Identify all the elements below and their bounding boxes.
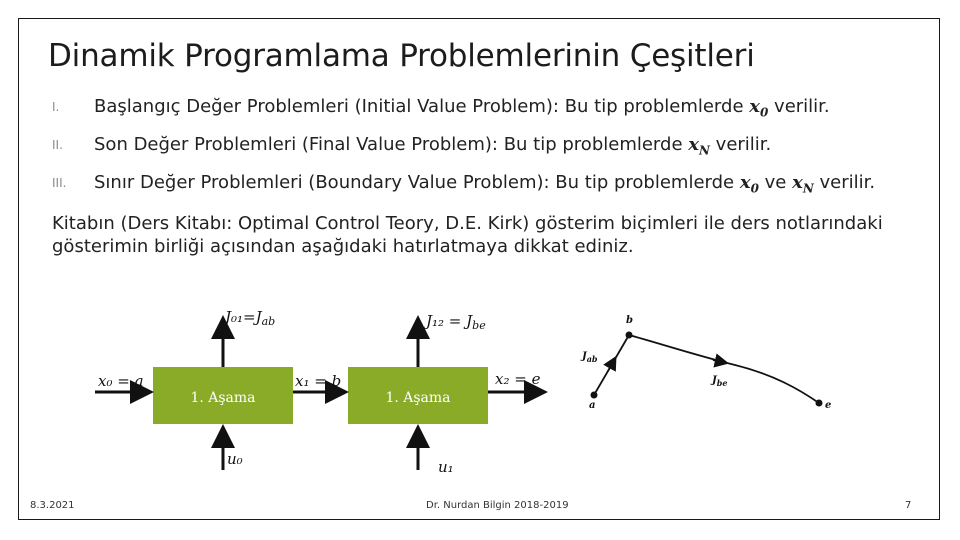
edge-be-arrow	[713, 360, 722, 362]
list-item-tail: verilir.	[768, 96, 830, 117]
point-b-label: b	[626, 315, 633, 326]
cost-label-1: $J_{01}=J_{ab}$	[225, 308, 276, 328]
input-label: x₀ = a	[98, 372, 144, 390]
slide-title: Dinamik Programlama Problemlerinin Çeşitleri	[48, 38, 755, 74]
math-x: $x_0$	[739, 172, 759, 196]
math-x: $x_N$	[688, 134, 710, 158]
edge-be-label: $J_{be}$	[712, 375, 728, 388]
point-b	[626, 332, 633, 339]
edge-be	[629, 335, 819, 403]
problem-types-list	[52, 96, 912, 210]
math-x: $x_N$	[792, 172, 814, 196]
stage-diagram	[90, 300, 560, 480]
list-number: III.	[52, 176, 67, 190]
list-item-final-value	[52, 134, 912, 172]
control-label-1: u₀	[227, 450, 243, 468]
point-e-label: e	[825, 400, 832, 411]
list-item-text: Başlangıç Değer Problemleri (Initial Value Problem): Bu tip problemlerde	[94, 96, 750, 117]
stage-box-1-label: 1. Aşama	[190, 390, 256, 406]
list-number: II.	[52, 138, 63, 152]
edge-ab-label: $J_{ab}$	[582, 351, 598, 364]
list-item-text: Son Değer Problemleri (Final Value Problem): Bu tip problemlerde	[94, 134, 689, 155]
cost-label-2: $J_{12} = J_{be}$	[426, 312, 486, 332]
list-item-tail: verilir.	[813, 172, 876, 193]
list-item-initial-value	[52, 96, 912, 134]
path-diagram	[575, 305, 845, 420]
list-number: I.	[52, 100, 60, 114]
footer-page-number: 7	[905, 500, 912, 511]
point-a-label: a	[589, 400, 596, 411]
output-label: x₂ = e	[495, 370, 541, 388]
middle-label: x₁ = b	[295, 372, 342, 390]
point-e	[816, 400, 823, 407]
point-a	[591, 392, 598, 399]
stage-box-2-label: 1. Aşama	[385, 390, 451, 406]
footer-date: 8.3.2021	[30, 500, 75, 511]
list-item-tail: verilir.	[709, 134, 772, 155]
math-x: $x_0$	[749, 96, 769, 120]
edge-ab-arrow	[608, 362, 613, 371]
list-item-mid: ve	[758, 172, 793, 193]
control-label-2: u₁	[438, 458, 454, 476]
note-paragraph: Kitabın (Ders Kitabı: Optimal Control Teory, D.E. Kirk) gösterim biçimleri ile ders notlarındaki gösterimin birliği açısından aşağıdaki hatırlatmaya dikkat ediniz.	[52, 213, 883, 257]
list-item-text: Sınır Değer Problemleri (Boundary Value Problem): Bu tip problemlerde	[94, 172, 740, 193]
list-item-boundary-value	[52, 172, 912, 210]
footer-author: Dr. Nurdan Bilgin 2018-2019	[426, 500, 569, 511]
